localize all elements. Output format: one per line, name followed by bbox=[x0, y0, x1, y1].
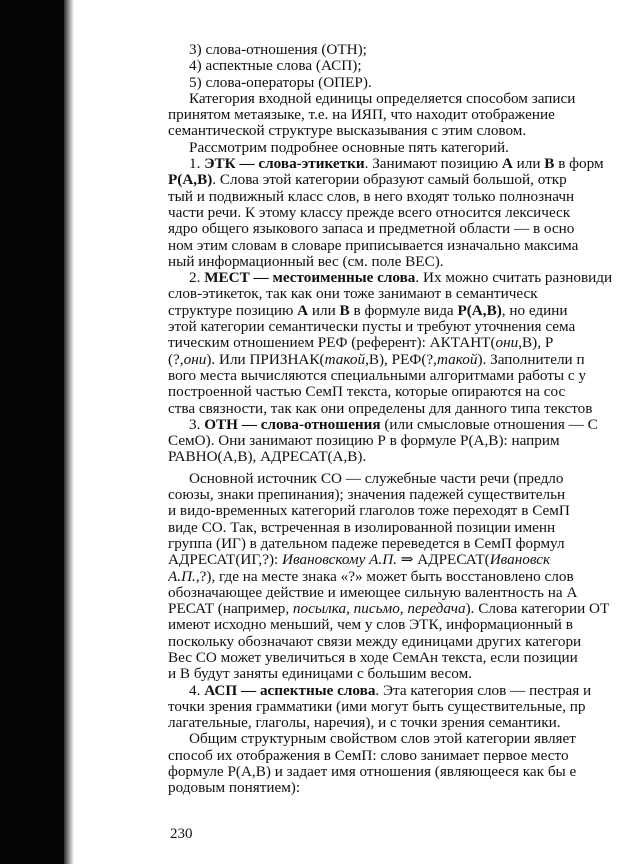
text-run: ,В), РЕФ(?, bbox=[365, 350, 437, 368]
text-line bbox=[168, 417, 620, 433]
text-line bbox=[168, 319, 620, 335]
text-run: Общим структурным свойством слов этой категории являет bbox=[189, 730, 576, 748]
text-run: Категория входной единицы определяется способом записи bbox=[189, 89, 576, 107]
text-run: ства связности, так как они определены для данного типа текстов bbox=[168, 399, 593, 417]
text-run: ). Или ПРИЗНАК( bbox=[206, 350, 325, 368]
text-run: . Занимают позицию bbox=[364, 155, 502, 173]
text-run: группа (ИГ) в дательном падеже переведется в СемП формул bbox=[168, 534, 565, 552]
text-run: формуле Р(А,В) и задает имя отношения (являющееся как бы е bbox=[168, 763, 577, 781]
text-run: и В будут заняты единицами с большим весом. bbox=[168, 665, 472, 683]
italic-example: они bbox=[183, 350, 207, 368]
text-run: 3. bbox=[189, 415, 205, 433]
italic-example: Ивановск bbox=[489, 551, 551, 569]
text-run: ,В), Р bbox=[518, 334, 554, 352]
text-run: (?, bbox=[168, 350, 184, 368]
text-line bbox=[168, 205, 620, 221]
bold-term: В bbox=[339, 301, 350, 319]
text-line bbox=[168, 471, 620, 487]
text-run: ). Заполнители п bbox=[477, 350, 585, 368]
text-run: . Их можно считать разновиди bbox=[415, 269, 613, 287]
text-line bbox=[168, 634, 620, 650]
text-run: (или смысловые отношения — С bbox=[380, 415, 598, 433]
text-line bbox=[168, 731, 620, 747]
bold-term: А bbox=[501, 155, 513, 173]
text-run: СемО). Они занимают позицию Р в формуле Р(А,В): наприм bbox=[168, 432, 560, 450]
text-line bbox=[168, 585, 620, 601]
text-run: 3) слова-отношения (ОТН); bbox=[189, 42, 367, 58]
text-line bbox=[168, 156, 620, 172]
text-line bbox=[168, 368, 620, 384]
text-run: тый и подвижный класс слов, в него входят только полнозначн bbox=[168, 187, 575, 205]
text-line bbox=[168, 58, 620, 74]
text-line bbox=[168, 270, 620, 286]
text-run: союзы, знаки препинания); значения падежей существительн bbox=[168, 486, 566, 504]
italic-example: такой bbox=[324, 350, 366, 368]
text-line bbox=[168, 42, 620, 58]
text-line bbox=[168, 335, 620, 351]
text-line bbox=[168, 552, 620, 568]
text-run: и видо-временных категорий глаголов тоже переходят в СемП bbox=[168, 502, 570, 520]
text-run: , но едини bbox=[501, 301, 568, 319]
text-run: ядро общего языкового запаса и предметной области — в осно bbox=[168, 220, 575, 238]
text-run: поскольку обозначают связи между единицами других категори bbox=[168, 632, 582, 650]
bold-term: Р(А,В) bbox=[457, 301, 502, 319]
text-line bbox=[168, 699, 620, 715]
text-line bbox=[168, 683, 620, 699]
text-run: этой категории семантически пусты и требуют уточнения сема bbox=[168, 318, 576, 336]
text-run: структуре позицию bbox=[168, 301, 298, 319]
text-line bbox=[168, 303, 620, 319]
text-run: имеют исходно меньший, чем у слов ЭТК, информационный в bbox=[168, 616, 573, 634]
text-line bbox=[168, 286, 620, 302]
text-run: ,?), где на месте знака «?» может быть восстановлено слов bbox=[195, 567, 574, 585]
text-line bbox=[168, 617, 620, 633]
text-run: ⇒ АДРЕСАТ( bbox=[396, 551, 490, 569]
book-page-text bbox=[168, 42, 620, 842]
text-run: ном этим словам в словаре приписывается изначально максима bbox=[168, 236, 579, 254]
text-line bbox=[168, 666, 620, 682]
text-line bbox=[168, 520, 620, 536]
text-run: . Слова этой категории образуют самый большой, откр bbox=[212, 171, 567, 189]
text-run: построенной частью СемП текста, которые опираются на сос bbox=[168, 383, 566, 401]
text-run: 1. bbox=[189, 155, 205, 173]
text-line bbox=[168, 569, 620, 585]
text-run: лагательные, глаголы, наречия), и с точки зрения семантики. bbox=[168, 714, 561, 732]
text-line bbox=[168, 238, 620, 254]
text-line bbox=[168, 401, 620, 417]
bold-term: А bbox=[297, 301, 309, 319]
italic-example: посылка, письмо, передача bbox=[292, 600, 466, 618]
text-run: Рассмотрим подробнее основные пять категорий. bbox=[189, 138, 509, 156]
text-run: ). Слова категории ОТ bbox=[465, 600, 610, 618]
text-line bbox=[168, 780, 620, 796]
text-line bbox=[168, 254, 620, 270]
text-run: РЕСАТ (например, bbox=[168, 600, 293, 618]
text-line bbox=[168, 172, 620, 188]
text-run: вого места вычисляются специальными алгоритмами работы с у bbox=[168, 366, 587, 384]
bold-term: Р(А,В) bbox=[168, 171, 213, 189]
italic-example: они bbox=[495, 334, 519, 352]
text-line bbox=[168, 748, 620, 764]
text-line bbox=[168, 91, 620, 107]
text-line bbox=[168, 764, 620, 780]
text-run: или bbox=[308, 301, 340, 319]
text-run: родовым понятием): bbox=[168, 779, 301, 797]
text-run: в форм bbox=[554, 155, 604, 173]
text-run: 4. bbox=[189, 681, 205, 699]
text-run: РАВНО(А,В), АДРЕСАТ(А,В). bbox=[168, 448, 367, 466]
bold-term: АСП — аспектные слова bbox=[204, 681, 376, 699]
text-line bbox=[168, 449, 620, 465]
text-run: Основной источник СО — служебные части речи (предло bbox=[189, 469, 564, 487]
text-run: виде СО. Так, встреченная в изолированной позиции именн bbox=[168, 518, 556, 536]
text-line bbox=[168, 140, 620, 156]
bold-term: ОТН — слова-отношения bbox=[204, 415, 381, 433]
text-run: АДРЕСАТ(ИГ,?): bbox=[168, 551, 283, 569]
bold-term: ЭТК — слова-этикетки bbox=[204, 155, 365, 173]
text-line bbox=[168, 433, 620, 449]
text-line bbox=[168, 503, 620, 519]
text-run: точки зрения грамматики (ими могут быть существительные, пр bbox=[168, 697, 586, 715]
text-line bbox=[168, 352, 620, 368]
text-run: части речи. К этому классу прежде всего относится лексическ bbox=[168, 203, 571, 221]
book-binding-shadow bbox=[0, 0, 64, 864]
text-run: 5) слова-операторы (ОПЕР). bbox=[189, 73, 372, 91]
text-line bbox=[168, 221, 620, 237]
text-line bbox=[168, 189, 620, 205]
bold-term: МЕСТ — местоименные слова bbox=[204, 269, 416, 287]
text-run: семантической структуре высказывания с этим словом. bbox=[168, 122, 527, 140]
text-line bbox=[168, 650, 620, 666]
text-line bbox=[168, 487, 620, 503]
italic-example: такой bbox=[436, 350, 478, 368]
text-run: обозначающее действие и имеющее сильную валентность на А bbox=[168, 583, 578, 601]
text-line bbox=[168, 123, 620, 139]
text-line bbox=[168, 536, 620, 552]
text-run: тическим отношением РЕФ (референт): АКТАНТ( bbox=[168, 334, 496, 352]
text-line bbox=[168, 601, 620, 617]
text-line bbox=[168, 715, 620, 731]
text-run: 4) аспектные слова (АСП); bbox=[189, 57, 362, 75]
text-run: Вес СО может увеличиться в ходе СемАн текста, если позиции bbox=[168, 648, 578, 666]
italic-example: А.П. bbox=[168, 567, 196, 585]
text-run: или bbox=[512, 155, 545, 173]
text-line bbox=[168, 384, 620, 400]
text-run: слов-этикеток, так как они тоже занимают в семантическ bbox=[168, 285, 538, 303]
text-run: в формуле вида bbox=[349, 301, 458, 319]
text-run: 2. bbox=[189, 269, 205, 287]
text-run: способ их отображения в СемП: слово занимает первое место bbox=[168, 746, 569, 764]
text-run: принятом метаязыке, т.е. на ИЯП, что находит отображение bbox=[168, 106, 555, 124]
page-number: 230 bbox=[170, 826, 193, 842]
italic-example: Ивановскому А.П. bbox=[282, 551, 397, 569]
text-run: . Эта категория слов — пестрая и bbox=[375, 681, 592, 699]
text-run: ный информационный вес (см. поле ВЕС). bbox=[168, 252, 444, 270]
bold-term: В bbox=[544, 155, 555, 173]
text-line bbox=[168, 75, 620, 91]
text-line bbox=[168, 107, 620, 123]
